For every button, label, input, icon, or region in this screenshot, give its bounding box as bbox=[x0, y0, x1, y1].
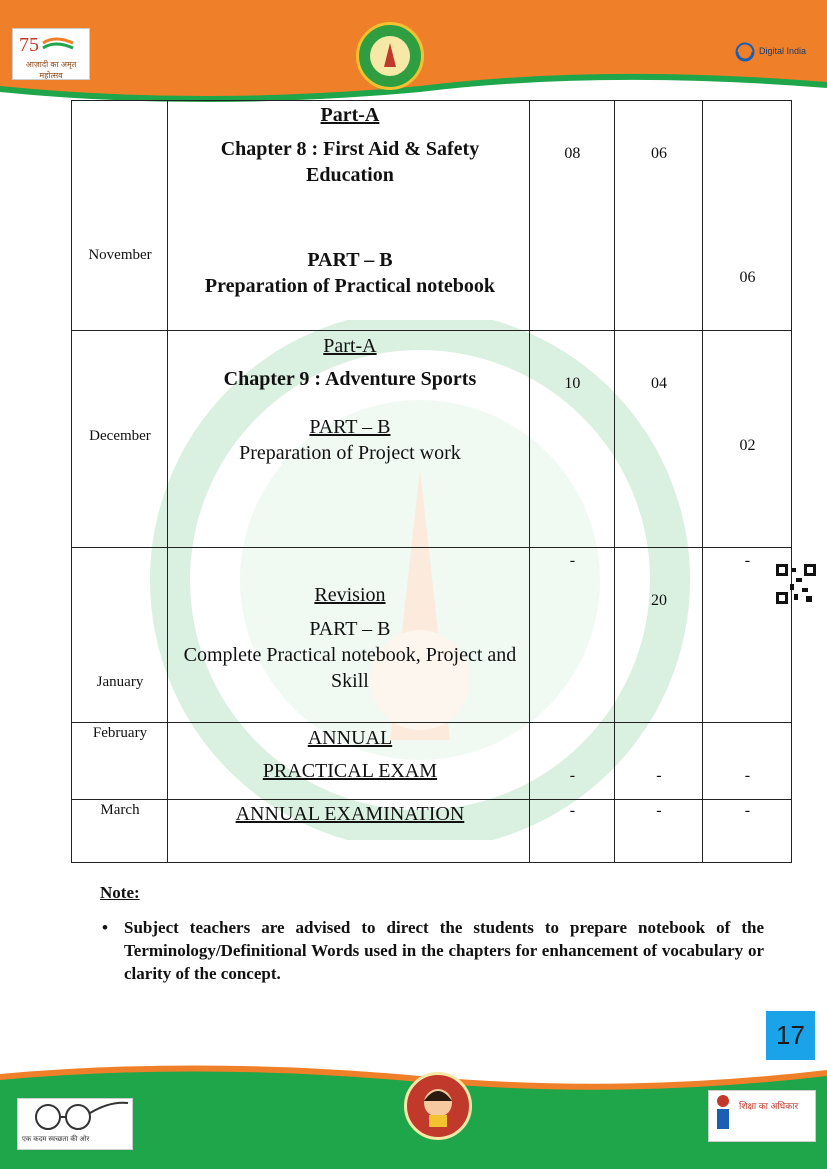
value-cell: - bbox=[569, 552, 576, 569]
value-cell: 06 bbox=[650, 145, 667, 162]
value-cell: 04 bbox=[650, 375, 667, 392]
table-row bbox=[72, 723, 792, 800]
month-cell: December bbox=[89, 428, 151, 444]
revision-heading: Revision bbox=[314, 584, 386, 606]
swachh-bharat-text: एक कदम स्वच्छता की ओर bbox=[22, 1136, 90, 1143]
value-cell: 10 bbox=[564, 375, 581, 392]
part-b-heading: PART – B bbox=[307, 249, 393, 271]
rte-logo bbox=[708, 1090, 816, 1142]
value-cell: - bbox=[656, 767, 662, 784]
exam-line-1: ANNUAL EXAMINATION bbox=[235, 803, 465, 825]
value-cell: 02 bbox=[739, 437, 756, 454]
part-b-text: Preparation of Practical notebook bbox=[204, 275, 496, 297]
month-cell: January bbox=[96, 674, 144, 690]
part-a-heading: Part-A bbox=[323, 335, 377, 357]
digital-india-text: Digital India bbox=[759, 46, 807, 56]
part-b-text: Complete Practical notebook, Project and Skill bbox=[183, 644, 517, 692]
chapter-title: Chapter 8 : First Aid & Safety Education bbox=[220, 138, 480, 186]
value-cell: - bbox=[569, 767, 576, 784]
note-heading: Note: bbox=[100, 883, 140, 902]
month-cell: March bbox=[100, 802, 140, 818]
value-cell: - bbox=[656, 802, 662, 819]
note-list bbox=[102, 916, 764, 985]
part-b-text: Preparation of Project work bbox=[239, 442, 461, 464]
value-cell: - bbox=[744, 802, 751, 819]
part-a-heading: Part-A bbox=[320, 104, 380, 126]
svg-text:75: 75 bbox=[19, 34, 39, 56]
table-row bbox=[72, 800, 792, 863]
part-b-heading: PART – B bbox=[309, 416, 391, 438]
page-number: 17 bbox=[766, 1011, 815, 1060]
value-cell: - bbox=[744, 552, 751, 569]
value-cell: - bbox=[744, 767, 751, 784]
qr-code-icon bbox=[776, 564, 816, 604]
value-cell: 20 bbox=[650, 592, 667, 609]
table-row bbox=[72, 331, 792, 548]
part-b-heading: PART – B bbox=[309, 618, 391, 640]
rte-text: शिक्षा का अधिकार bbox=[739, 1101, 799, 1111]
exam-line-2: PRACTICAL EXAM bbox=[262, 760, 438, 782]
value-cell: 06 bbox=[739, 269, 756, 286]
azadi-logo-text: आज़ादी का अमृत महोत्सव bbox=[25, 60, 77, 80]
table-row bbox=[72, 101, 792, 331]
digital-india-logo bbox=[735, 40, 810, 66]
bullet-icon: • bbox=[102, 918, 108, 937]
chapter-title: Chapter 9 : Adventure Sports bbox=[223, 368, 477, 390]
exam-line-1: ANNUAL bbox=[307, 727, 393, 749]
value-cell: - bbox=[569, 802, 576, 819]
lesson-plan-table bbox=[71, 100, 792, 863]
note-item: Subject teachers are advised to direct the students to prepare notebook of the Terminology/Definitional Words used in the chapters for enhancement of vocabulary or clarity of the concept. bbox=[124, 918, 764, 983]
month-cell: November bbox=[88, 247, 152, 263]
beti-bachao-logo-icon bbox=[404, 1072, 472, 1140]
value-cell: 08 bbox=[564, 145, 581, 162]
azadi-logo bbox=[12, 28, 90, 80]
month-cell: February bbox=[92, 725, 148, 741]
table-row bbox=[72, 548, 792, 723]
swachh-bharat-logo bbox=[17, 1098, 133, 1150]
board-emblem-icon bbox=[356, 22, 424, 90]
